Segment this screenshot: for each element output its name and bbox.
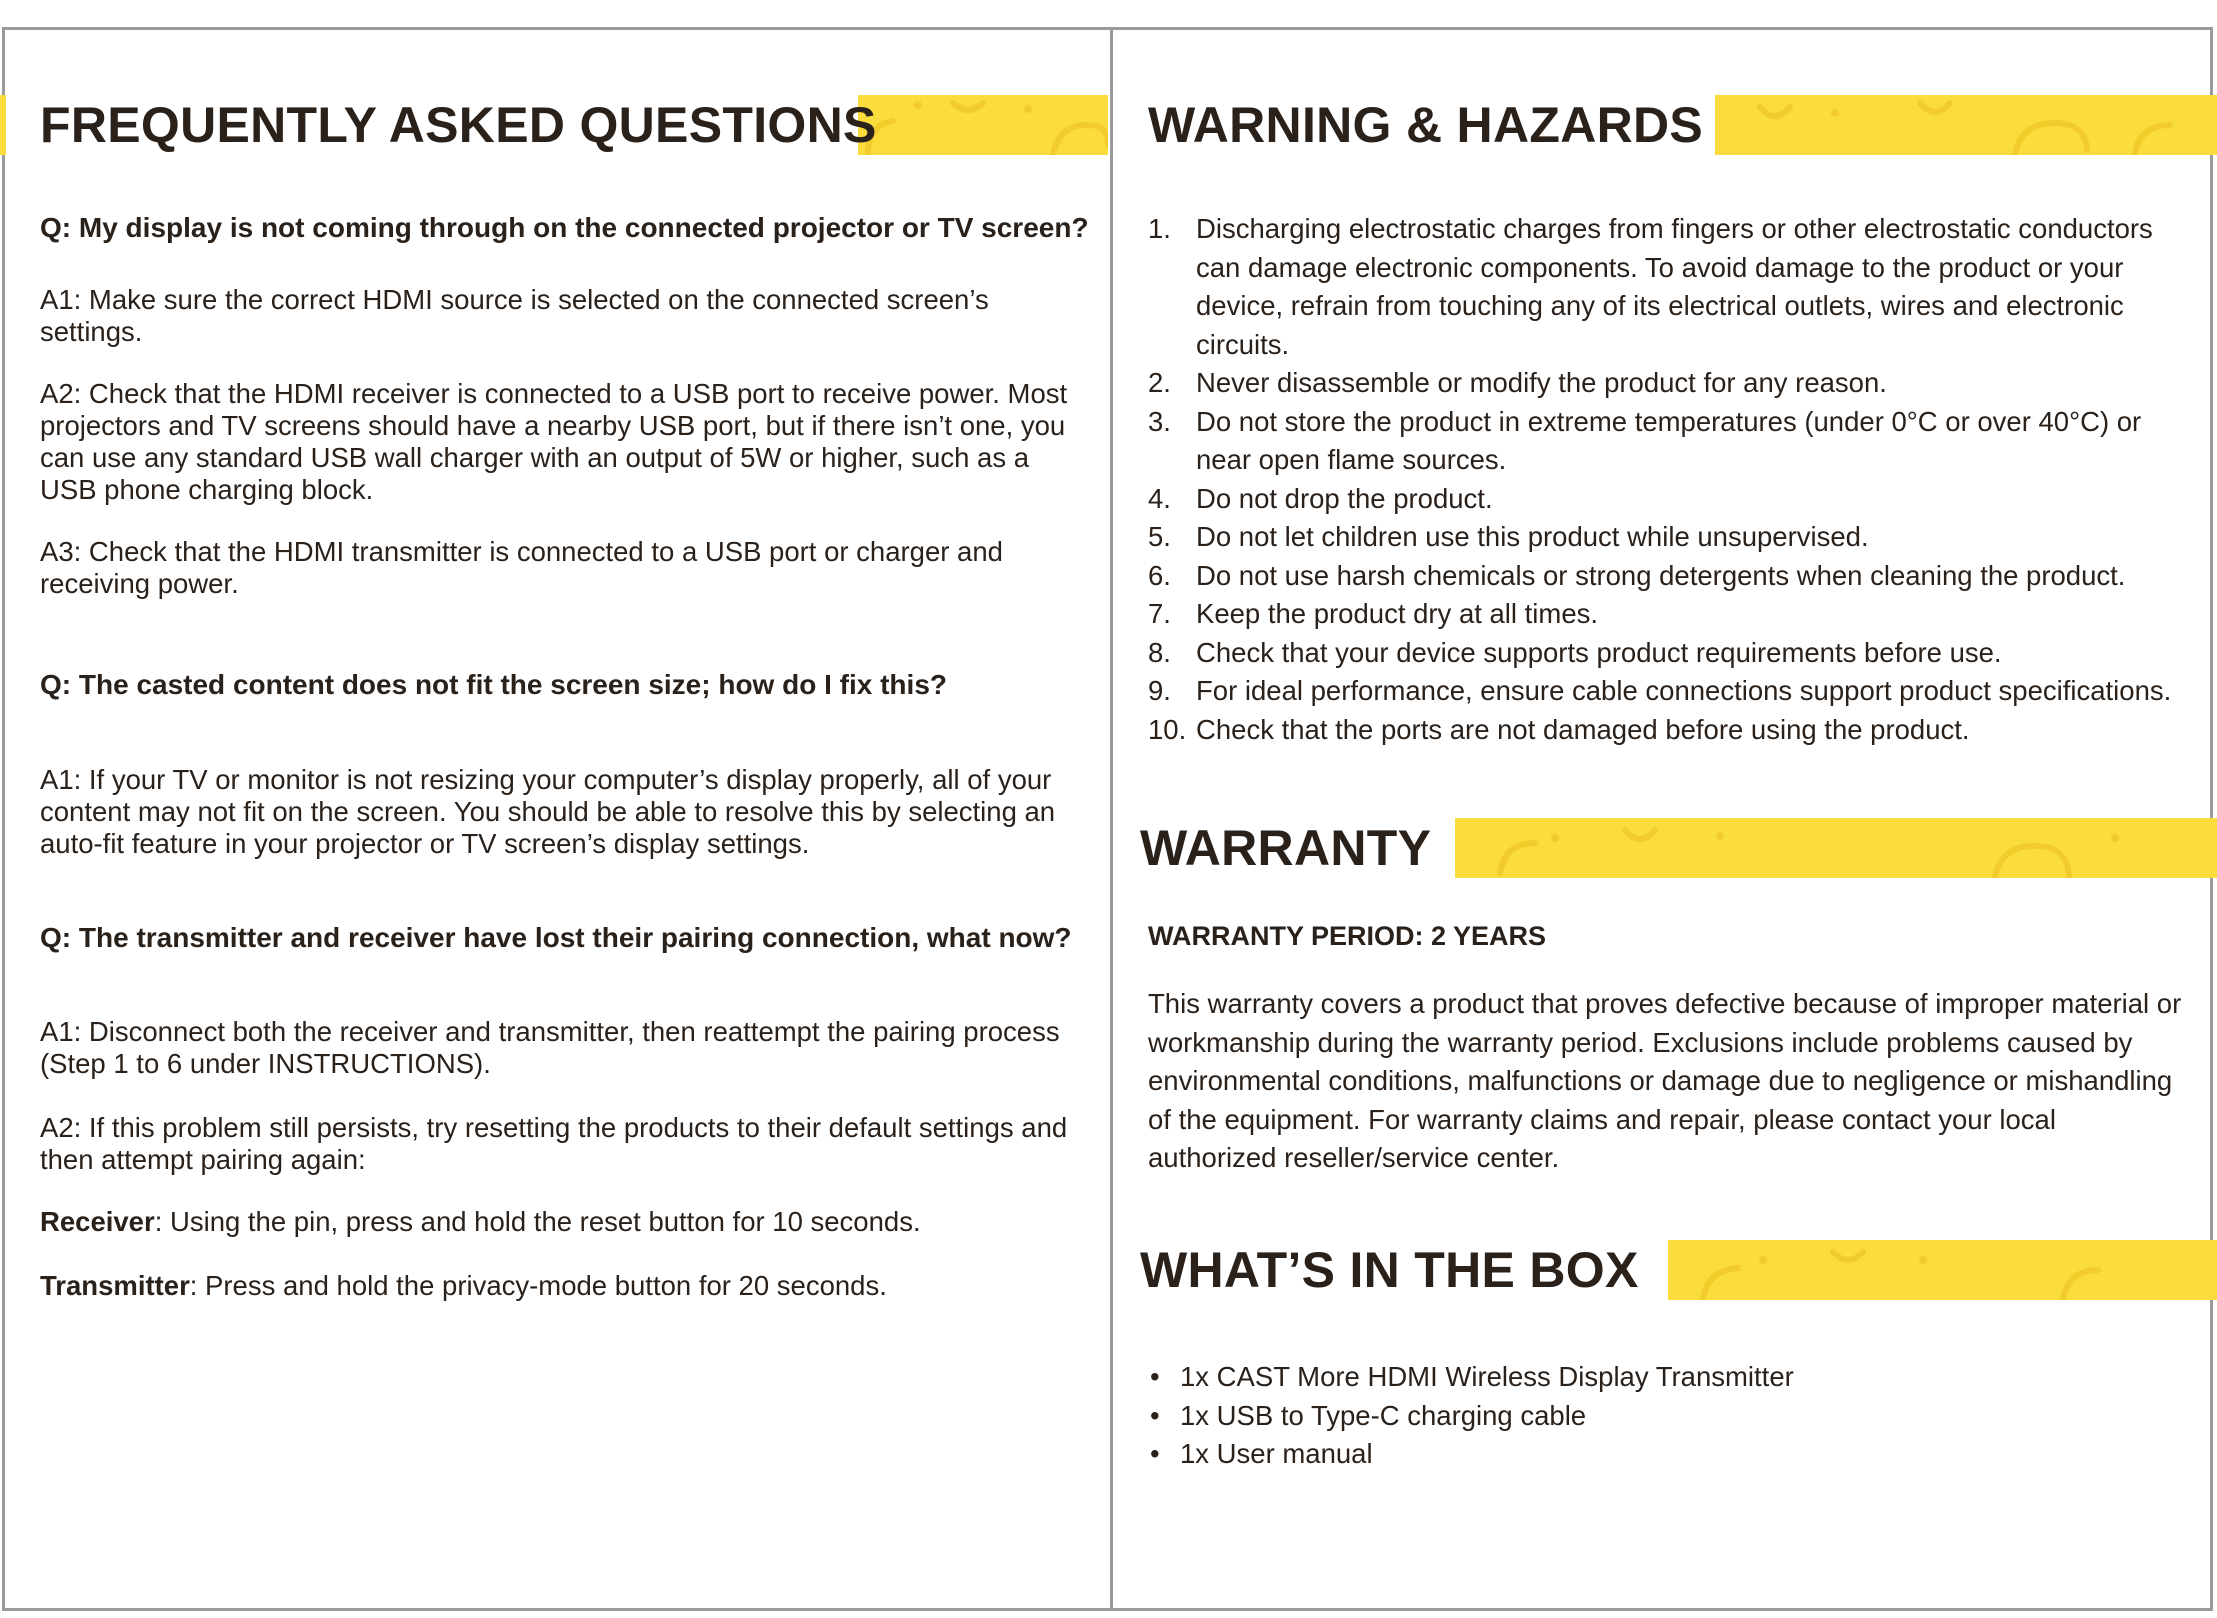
faq-transmitter-instruction <box>40 1270 1080 1302</box>
smiley-pattern-icon <box>858 95 1108 155</box>
bullet-icon: • <box>1150 1438 1160 1469</box>
warning-item: 7. Keep the product dry at all times. <box>1148 598 1599 629</box>
smiley-pattern-icon <box>1715 95 2217 155</box>
faq-title: FREQUENTLY ASKED QUESTIONS <box>40 97 877 153</box>
warning-item: 3. Do not store the product in extreme temperatures (under 0°C or over 40°C) or near open flame sources. <box>1148 405 2142 475</box>
warnings-list <box>1148 210 2188 749</box>
faq-answer-1-3: A3: Check that the HDMI transmitter is connected to a USB port or charger and receiving power. <box>40 536 1003 599</box>
faq-question-2: Q: The casted content does not fit the screen size; how do I fix this? <box>40 669 947 700</box>
warning-item: 9. For ideal performance, ensure cable connections support product specifications. <box>1148 675 2172 706</box>
faq-question-1: Q: My display is not coming through on the connected projector or TV screen? <box>40 212 1089 243</box>
receiver-label: Receiver <box>40 1206 155 1237</box>
warranty-accent-bar <box>1455 818 2217 878</box>
faq-accent-bar <box>858 95 1108 155</box>
bullet-icon: • <box>1150 1399 1160 1431</box>
box-item: • 1x User manual <box>1148 1435 2188 1474</box>
faq-answer-1-1: A1: Make sure the correct HDMI source is selected on the connected screen’s settings. <box>40 284 989 347</box>
warning-item: 4. Do not drop the product. <box>1148 482 1493 514</box>
warnings-title: WARNING & HAZARDS <box>1148 97 1704 153</box>
faq-receiver-instruction <box>40 1206 1080 1238</box>
warning-item: 6. Do not use harsh chemicals or strong detergents when cleaning the product. <box>1148 559 2126 591</box>
warning-item: 8. Check that your device supports product requirements before use. <box>1148 636 2002 668</box>
box-title: WHAT’S IN THE BOX <box>1140 1242 1639 1298</box>
warning-item: 5. Do not let children use this product while unsupervised. <box>1148 521 1869 552</box>
faq-answer-3-2: A2: If this problem still persists, try resetting the products to their default settings and then attempt pairing again: <box>40 1112 1068 1175</box>
box-item: • 1x USB to Type-C charging cable <box>1148 1397 2188 1436</box>
warranty-title: WARRANTY <box>1140 820 1432 876</box>
bullet-icon: • <box>1150 1361 1160 1392</box>
box-accent-bar <box>1668 1240 2217 1300</box>
warranty-text: This warranty covers a product that proves defective because of improper material or workmanship during the warranty period. Exclusions include problems caused by environmental conditions, malfunctions or damage due to negligence or mishandling of the equipment. For warranty claims and repair, please contact your local authorized reseller/service center. <box>1148 988 2182 1173</box>
transmitter-text: : Press and hold the privacy-mode button for 20 seconds. <box>189 1270 887 1301</box>
faq-answer-2-1: A1: If your TV or monitor is not resizing your computer’s display properly, all of your content may not fit on the screen. You should be able to resolve this by selecting an auto-fit feature in your projector or TV screen’s display settings. <box>40 764 1056 859</box>
receiver-text: : Using the pin, press and hold the reset button for 10 seconds. <box>154 1206 921 1237</box>
warning-item: 1. Discharging electrostatic charges from fingers or other electrostatic conductors can damage electronic components. To avoid damage to the product or your device, refrain from touching any of its electrical outlets, wires and electronic circuits. <box>1148 213 2153 360</box>
warning-item: 2. Never disassemble or modify the product for any reason. <box>1148 367 1887 398</box>
smiley-pattern-icon <box>1455 818 2217 878</box>
faq-answer-3-1: A1: Disconnect both the receiver and transmitter, then reattempt the pairing process (Step 1 to 6 under INSTRUCTIONS). <box>40 1016 1060 1079</box>
transmitter-label: Transmitter <box>40 1270 190 1301</box>
smiley-pattern-icon <box>1668 1240 2217 1300</box>
box-item: • 1x CAST More HDMI Wireless Display Transmitter <box>1148 1358 2188 1397</box>
faq-question-3: Q: The transmitter and receiver have lost their pairing connection, what now? <box>40 922 1072 953</box>
warnings-accent-bar <box>1715 95 2217 155</box>
warranty-period: WARRANTY PERIOD: 2 YEARS <box>1148 921 1547 951</box>
left-edge-accent-bar <box>0 95 6 155</box>
faq-answer-1-2: A2: Check that the HDMI receiver is connected to a USB port to receive power. Most projectors and TV screens should have a nearby USB port, but if there isn’t one, you can use any standard USB wall charger with an output of 5W or higher, such as a USB phone charging block. <box>40 378 1068 505</box>
box-contents-list <box>1148 1358 2188 1474</box>
warning-item: 10. Check that the ports are not damaged before using the product. <box>1148 713 1970 745</box>
